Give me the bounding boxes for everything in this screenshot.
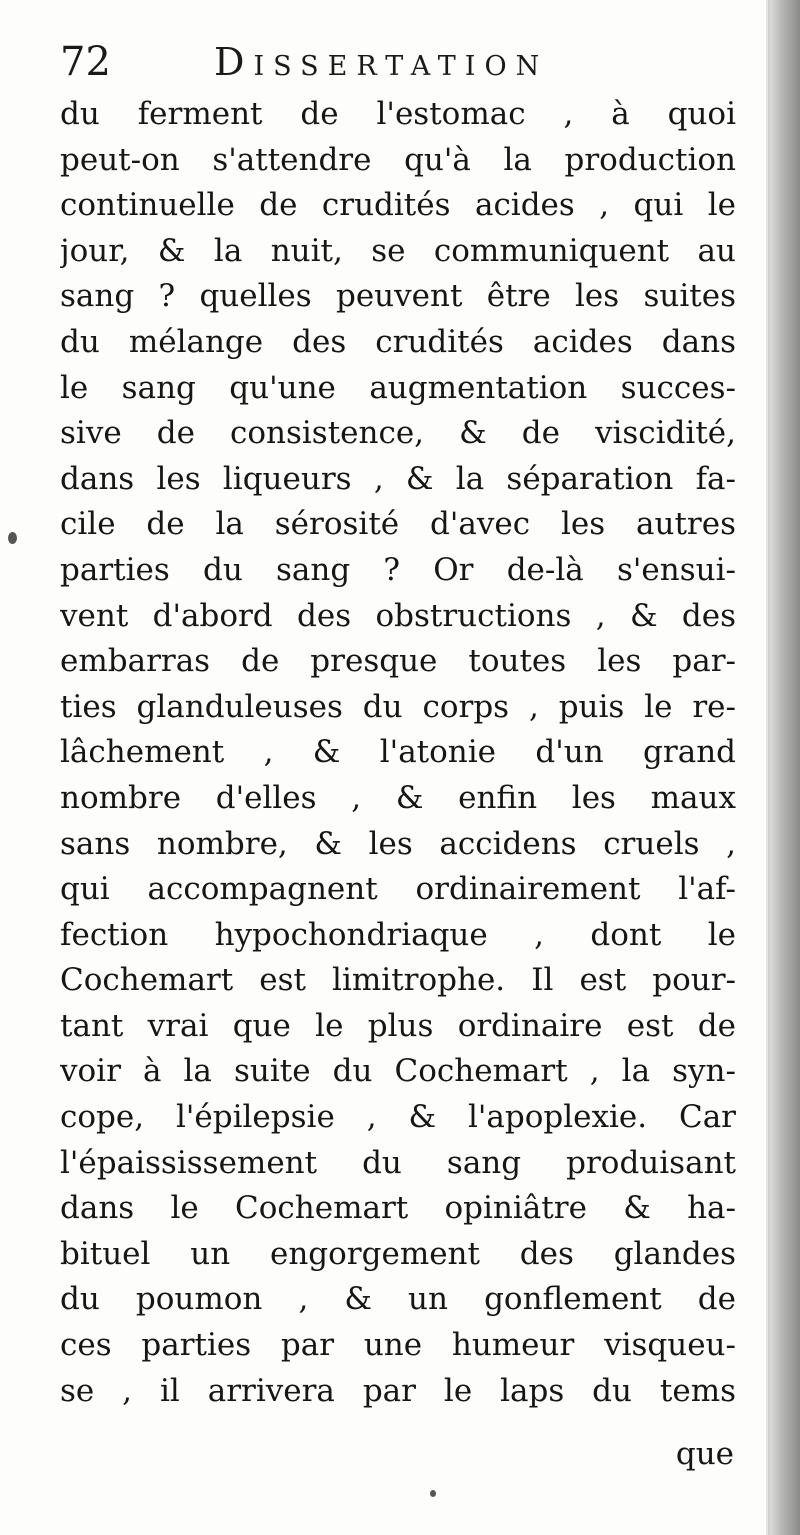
- text-line: du mélange des crudités acides dans: [60, 323, 736, 360]
- text-line: ces parties par une humeur visqueu-: [60, 1327, 736, 1364]
- text-line: sang ? quelles peuvent être les suites: [60, 278, 736, 315]
- text-line: sive de consistence, & de viscidité,: [60, 415, 736, 452]
- text-line: sans nombre, & les accidens cruels ,: [60, 825, 736, 862]
- text-line: vent d'abord des obstructions , & des: [60, 597, 736, 634]
- text-line: jour, & la nuit, se communiquent au: [60, 232, 736, 269]
- text-line: du ferment de l'estomac , à quoi: [60, 96, 736, 132]
- text-line: du poumon , & un gonflement de: [60, 1281, 736, 1318]
- text-line: fection hypochondriaque , dont le: [60, 916, 736, 953]
- page-fold-line: [768, 0, 770, 1535]
- text-line: parties du sang ? Or de-là s'ensui-: [60, 551, 736, 588]
- text-line: bituel un engorgement des glandes: [60, 1235, 736, 1272]
- page-gutter-shadow: [766, 0, 800, 1535]
- text-line: dans le Cochemart opiniâtre & ha-: [60, 1190, 736, 1227]
- text-line: tant vrai que le plus ordinaire est de: [60, 1007, 736, 1044]
- text-line: dans les liqueurs , & la séparation fa-: [60, 460, 736, 497]
- text-line: lâchement , & l'atonie d'un grand: [60, 734, 736, 771]
- text-line: Cochemart est limitrophe. Il est pour-: [60, 962, 736, 999]
- page-header: [56, 32, 736, 88]
- text-line: l'épaississement du sang produisant: [60, 1144, 736, 1181]
- text-line: se , il arrivera par le laps du tems: [60, 1372, 736, 1409]
- text-line: voir à la suite du Cochemart , la syn-: [60, 1053, 736, 1090]
- running-head: Dissertation: [214, 40, 549, 84]
- ink-speck: [430, 1490, 436, 1497]
- text-line: ties glanduleuses du corps , puis le re-: [60, 688, 736, 725]
- text-line: peut-on s'attendre qu'à la production: [60, 141, 736, 178]
- text-line: qui accompagnent ordinairement l'af-: [60, 871, 736, 908]
- catchword: que: [675, 1436, 734, 1472]
- text-line: le sang qu'une augmentation succes-: [60, 369, 736, 406]
- text-line: cile de la sérosité d'avec les autres: [60, 506, 736, 543]
- ink-speck: [8, 532, 17, 544]
- text-line: nombre d'elles , & enfin les maux: [60, 779, 736, 816]
- text-line: cope, l'épilepsie , & l'apoplexie. Car: [60, 1099, 736, 1136]
- text-line: continuelle de crudités acides , qui le: [60, 187, 736, 224]
- page-number: 72: [60, 39, 111, 85]
- text-line: embarras de presque toutes les par-: [60, 643, 736, 680]
- body-text: [60, 92, 736, 1414]
